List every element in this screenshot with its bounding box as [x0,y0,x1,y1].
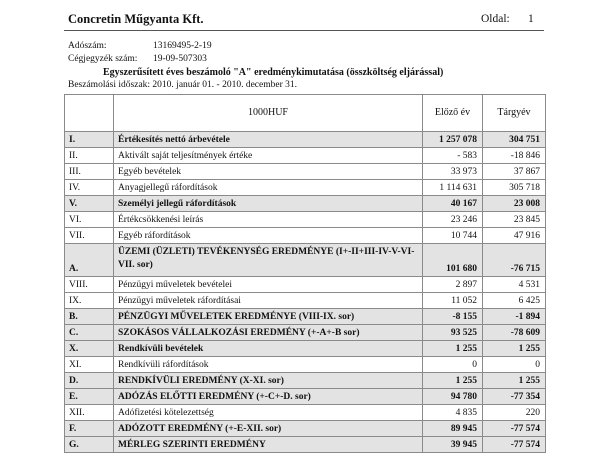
table-row [65,389,546,405]
row-current-year: 23 845 [483,212,546,228]
row-label: Rendkívüli bevételek [114,341,423,357]
row-previous-year: 11 052 [423,293,483,309]
page-label: Oldal: [481,13,510,25]
row-previous-year: 1 257 078 [423,132,483,148]
row-code: A. [65,244,114,277]
row-current-year: 0 [483,357,546,373]
row-label: Értékesítés nettó árbevétele [114,132,423,148]
row-label: ADÓZÁS ELŐTTI EREDMÉNY (+-C+-D. sor) [114,389,423,405]
row-code: I. [65,132,114,148]
table-row [65,405,546,421]
row-previous-year: 4 835 [423,405,483,421]
row-current-year: -18 846 [483,148,546,164]
row-previous-year: 1 114 631 [423,180,483,196]
row-label: ÜZEMI (ÜZLETI) TEVÉKENYSÉG EREDMÉNYE (I+-II+III-IV-V-VI-VII. sor) [114,244,423,277]
row-label: Aktivált saját teljesítmények értéke [114,148,423,164]
row-current-year: 37 867 [483,164,546,180]
registration-number-label: Cégjegyzék szám: [68,54,138,64]
company-name: Concretin Műgyanta Kft. [68,12,204,26]
row-code: V. [65,196,114,212]
row-code: VII. [65,228,114,244]
row-label: Adófizetési kötelezettség [114,405,423,421]
table-row [65,437,546,453]
row-code: X. [65,341,114,357]
row-previous-year: 94 780 [423,389,483,405]
table-row [65,309,546,325]
row-code: F. [65,421,114,437]
row-current-year: 1 255 [483,373,546,389]
row-code: D. [65,373,114,389]
row-previous-year: 1 255 [423,341,483,357]
row-current-year: 305 718 [483,180,546,196]
row-label: Egyéb bevételek [114,164,423,180]
tax-number-label: Adószám: [68,41,107,51]
table-row [65,212,546,228]
header-divider [64,30,544,31]
row-previous-year: 33 973 [423,164,483,180]
previous-year-header: Előző év [423,95,483,132]
row-code: XI. [65,357,114,373]
row-code: II. [65,148,114,164]
row-current-year: -1 894 [483,309,546,325]
row-label: RENDKÍVÜLI EREDMÉNY (X-XI. sor) [114,373,423,389]
row-previous-year: 101 680 [423,244,483,277]
row-code: IV. [65,180,114,196]
row-label: MÉRLEG SZERINTI EREDMÉNY [114,437,423,453]
row-code: C. [65,325,114,341]
row-previous-year: 23 246 [423,212,483,228]
table-row [65,228,546,244]
row-label: Pénzügyi műveletek bevételei [114,277,423,293]
row-code: E. [65,389,114,405]
row-label: Anyagjellegű ráfordítások [114,180,423,196]
row-current-year: 1 255 [483,341,546,357]
row-current-year: 6 425 [483,293,546,309]
row-label: Személyi jellegű ráfordítások [114,196,423,212]
row-current-year: -76 715 [483,244,546,277]
registration-number-value: 19-09-507303 [153,54,207,64]
table-row [65,357,546,373]
row-current-year: -77 574 [483,437,546,453]
row-code: VI. [65,212,114,228]
row-label: Értékcsökkenési leírás [114,212,423,228]
row-previous-year: 2 897 [423,277,483,293]
row-current-year: 4 531 [483,277,546,293]
row-current-year: -78 609 [483,325,546,341]
table-row [65,148,546,164]
current-year-header: Tárgyév [483,95,546,132]
table-row [65,244,546,277]
registration-number-row [68,54,207,64]
table-row [65,132,546,148]
row-previous-year: -8 155 [423,309,483,325]
row-current-year: -77 354 [483,389,546,405]
row-previous-year: 40 167 [423,196,483,212]
row-previous-year: 89 945 [423,421,483,437]
row-label: Egyéb ráfordítások [114,228,423,244]
row-current-year: 220 [483,405,546,421]
row-code: B. [65,309,114,325]
row-label: Pénzügyi műveletek ráfordításai [114,293,423,309]
table-header-row [65,95,546,132]
table-row [65,180,546,196]
row-label: SZOKÁSOS VÁLLALKOZÁSI EREDMÉNY (+-A+-B sor) [114,325,423,341]
row-label: Rendkívüli ráfordítások [114,357,423,373]
row-code: XII. [65,405,114,421]
row-previous-year: 1 255 [423,373,483,389]
row-previous-year: - 583 [423,148,483,164]
tax-number-row [68,41,212,51]
row-code: IX. [65,293,114,309]
row-label: ADÓZOTT EREDMÉNY (+-E-XII. sor) [114,421,423,437]
row-previous-year: 39 945 [423,437,483,453]
row-previous-year: 0 [423,357,483,373]
table-row [65,421,546,437]
tax-number-value: 13169495-2-19 [153,41,212,51]
income-statement-table [64,94,546,453]
table-row [65,293,546,309]
row-current-year: 23 008 [483,196,546,212]
table-row [65,373,546,389]
row-code: VIII. [65,277,114,293]
row-code: III. [65,164,114,180]
row-current-year: 304 751 [483,132,546,148]
page-number: 1 [528,13,534,25]
row-current-year: -77 574 [483,421,546,437]
row-code: G. [65,437,114,453]
row-previous-year: 93 525 [423,325,483,341]
row-previous-year: 10 744 [423,228,483,244]
table-row [65,277,546,293]
report-period: Beszámolási időszak: 2010. január 01. - 2010. december 31. [68,80,297,90]
table-row [65,341,546,357]
table-row [65,164,546,180]
table-row [65,196,546,212]
table-row [65,325,546,341]
code-header [65,95,114,132]
row-label: PÉNZÜGYI MŰVELETEK EREDMÉNYE (VIII-IX. sor) [114,309,423,325]
row-current-year: 47 916 [483,228,546,244]
unit-header: 1000HUF [114,95,423,132]
report-title: Egyszerűsített éves beszámoló "A" eredménykimutatása (összköltség eljárással) [103,67,444,78]
